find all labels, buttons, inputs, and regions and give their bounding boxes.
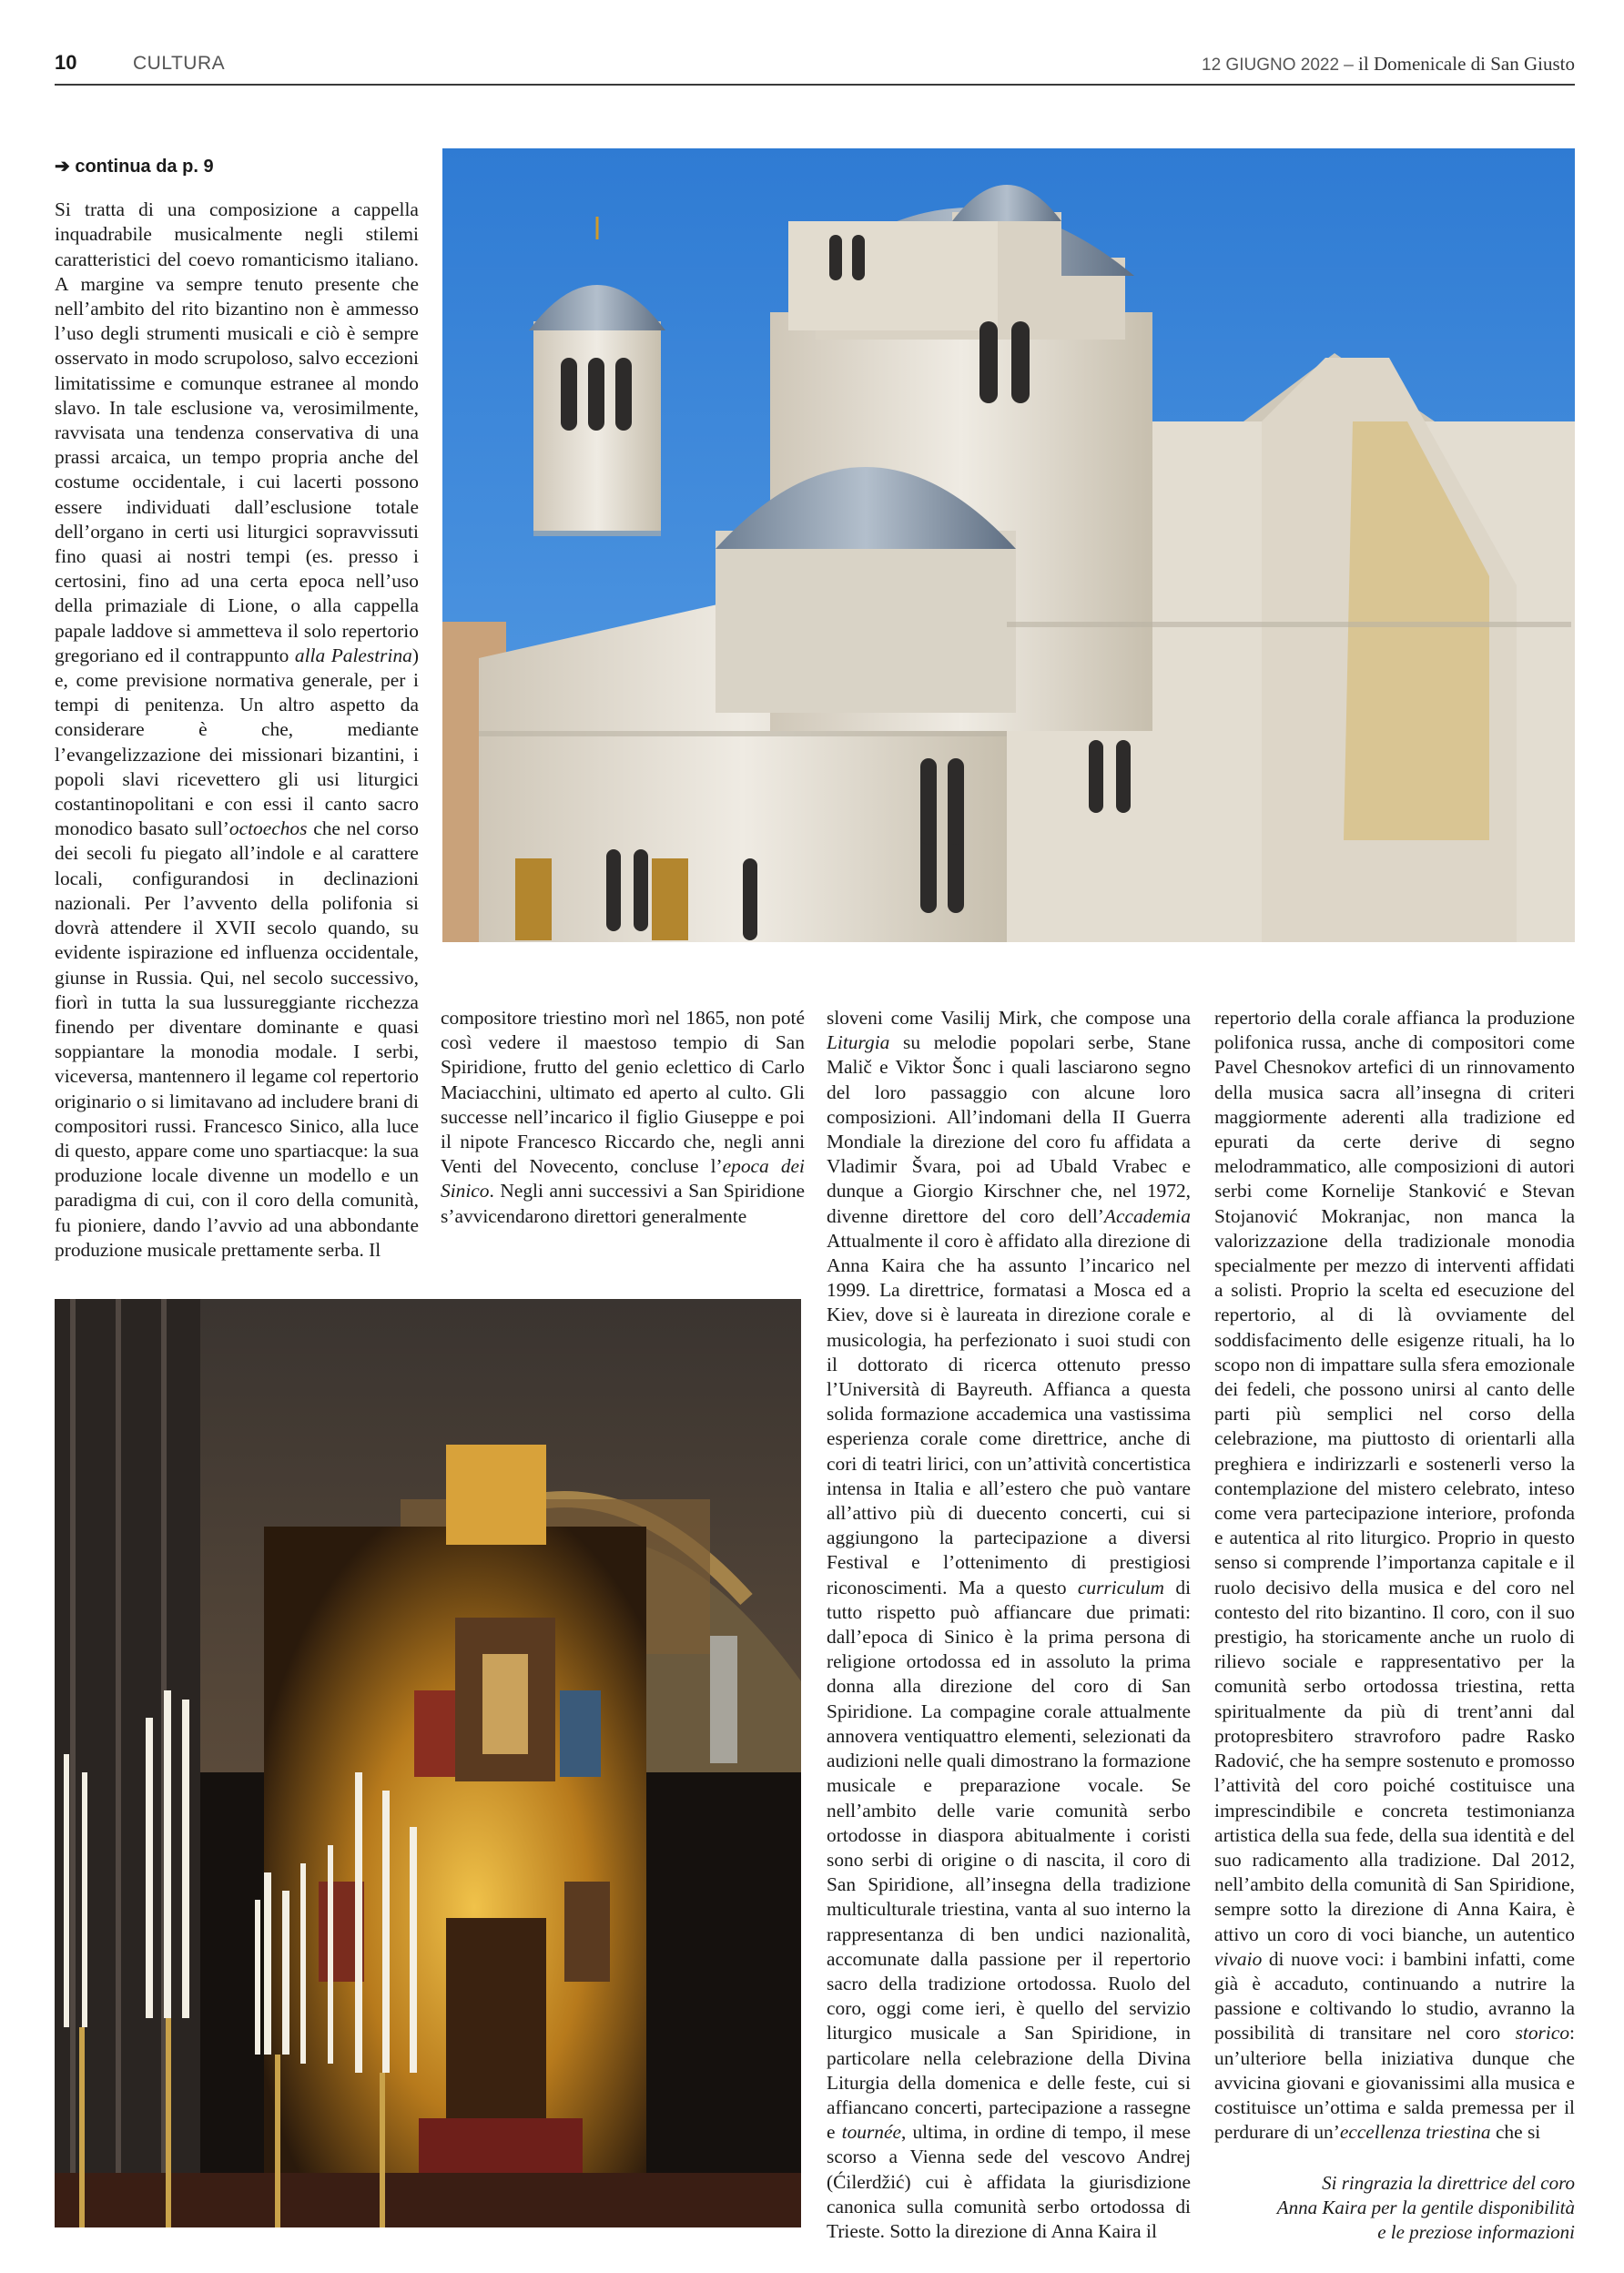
italic-term: curriculum <box>1077 1576 1164 1598</box>
italic-term: epoca <box>722 1155 769 1178</box>
italic-term: Sinico <box>441 1180 490 1202</box>
iconostasis-illustration <box>55 1299 801 2227</box>
article-column-1 <box>55 155 419 1263</box>
italic-term: octoechos <box>228 817 308 840</box>
italic-term: Palestrina <box>330 644 412 666</box>
page-header <box>55 47 1575 86</box>
issue-separator: – <box>1339 53 1359 75</box>
church-exterior-illustration <box>442 148 1575 942</box>
acknowledgement-line-3: e le preziose informazioni <box>1377 2221 1575 2243</box>
continued-from-note: ➔ continua da p. 9 <box>55 157 214 177</box>
church-interior-photo <box>55 1299 801 2227</box>
issue-line <box>1202 53 1575 76</box>
italic-term: dei <box>780 1155 805 1178</box>
acknowledgement-line-2: Anna Kaira per la gentile disponibilità <box>1276 2197 1575 2218</box>
article-text-part-3: sloveni come Vasilij Mirk, che compose una Liturgia su melodie popolari serbe, Stane Malič e Viktor Šonc i quali lasciarono segno del loro passaggio con alcune loro composizioni. All’indomani della II Guerra Mondiale la direzione del coro fu affidata a Vladimir Švara, poi ad Ubald Vrabec e dunque a Giorgio Kirschner che, nel 1972, divenne direttore del coro dell’Accademia Attualmente il coro è affidato alla direzione di Anna Kaira che ha assunto l’incarico nel 1999. La direttrice, formatasi a Mosca ed a Kiev, dove si è laureata in direzione corale e musicologia, ha perfezionato i suoi studi con il dottorato di ricerca ottenuto presso l’Università di Bayreuth. Affianca a questa solida formazione accademica una vastissima esperienza corale come direttrice, anche di cori di teatri lirici, con un’attività concertistica intensa in Italia e all’estero che può vantare all’attivo più di duecento concerti, cui si aggiungono la partecipazione a diversi Festival e l’ottenimento di prestigiosi riconoscimenti. Ma a questo curriculum di tutto rispetto può affiancare due primati: dall’epoca di Sinico è la prima persona di religione ortodossa ed in assoluto la prima donna alla direzione del coro di San Spiridione. La compagine corale attualmente annovera ventiquattro elementi, selezionati da audizioni nelle quali dimostrano la formazione musicale e preparazione vocale. Se nell’ambito delle varie comunità serbo ortodosse in diaspora abitualmente i coristi sono serbi di origine o di nascita, il coro di San Spiridione, all’insegna della tradizione multiculturale triestina, vanta al suo interno la rappresentanza di ben undici nazionalità, accomunate dalla passione per il repertorio sacro della tradizione ortodossa. Ruolo del coro, oggi come ieri, è quello del servizio liturgico musicale a San Spiridione, in particolare nella celebrazione della Divina Liturgia della domenica e delle feste, cui si affiancano concerti, partecipazione a rassegne e tournée, ultima, in ordine di tempo, il mese scorso a Vienna sede del vescovo Andrej (Ćilerdžić) cui è affidata la giurisdizione canonica sulla comunità serbo ortodossa di Trieste. Sotto la direzione di Anna Kaira il <box>827 1007 1192 2242</box>
article-column-2 <box>441 1006 805 1229</box>
article-column-3 <box>827 1006 1191 2244</box>
article-column-4 <box>1214 1006 1575 2145</box>
italic-term: vivaio <box>1214 1947 1263 1970</box>
page-number: 10 <box>55 51 77 74</box>
italic-term: eccellenza <box>1339 2121 1421 2144</box>
italic-term: tournée <box>841 2121 901 2144</box>
italic-term <box>769 1155 781 1177</box>
article-text-part-1: Si tratta di una composizione a cappella inquadrabile musicalmente negli stilemi caratteristici del coevo romanticismo italiano. A margine va sempre tenuto presente che nell’ambito del rito bizantino non è ammesso l’uso degli strumenti musicali e ciò è sempre osservato in modo scrupoloso, salvo eccezioni limitatissime e comunque estranee al mondo slavo. In tale esclusione va, verosimilmente, ravvisata una tendenza conservativa di una prassi arcaica, un tempo propria anche del costume occidentale, i cui lacerti possono essere individuati dall’esclusione totale dell’organo in certi usi liturgici sopravvissuti fino quasi ai nostri tempi (es. presso i certosini, fino ad una certa epoca nell’uso della primaziale di Lione, o alla cappella papale laddove si ammetteva il solo repertorio gregoriano ed il contrappunto alla Palestrina) e, come previsione normativa generale, per i tempi di penitenza. Un altro aspetto da considerare è che, mediante l’evangelizzazione dei missionari bizantini, i popoli slavi ricevettero gli usi liturgici costantinopolitani e con essi il canto sacro monodico basato sull’octoechos che nel corso dei secoli fu piegato all’indole e al carattere locali, configurandosi in declinazioni nazionali. Per l’avvento della polifonia si dovrà attendere il XVII secolo quando, su evidente ispirazione ed influenza occidentale, giunse in Russia. Qui, nel secolo successivo, fiorì in tutta la sua lussureggiante ricchezza finendo per diventare dominante e quasi soppiantare la monodia modale. I serbi, viceversa, mantennero il legame col repertorio originario o si limitavano ad includere brani di compositori russi. Francesco Sinico, alla luce di questo, appare come uno spartiacque: la sua produzione locale divenne un modello e un paradigma di cui, con il coro della comunità, fu pioniere, dando l’avvio ad una abbondante produzione musicale prettamente serba. Il <box>55 198 420 1261</box>
acknowledgement-line-1: Si ringrazia la direttrice del coro <box>1322 2172 1575 2194</box>
italic-term: alla <box>294 644 326 666</box>
italic-term: storico <box>1515 2022 1570 2045</box>
article-text-part-2: compositore triestino morì nel 1865, non poté così vedere il maestoso tempio di San Spiridione, frutto del genio eclettico di Carlo Maciacchini, ultimato ed aperto al culto. Gli successe nell’incarico il figlio Giuseppe e poi il nipote Francesco Riccardo che, negli anni Venti del Novecento, concluse l’epoca dei Sinico. Negli anni successivi a San Spiridione s’avvicendarono direttori generalmente <box>441 1007 806 1227</box>
italic-term: triestina <box>1426 2121 1491 2144</box>
continued-from-text: continua da p. 9 <box>75 157 214 177</box>
acknowledgement <box>1214 2171 1575 2245</box>
article-text-part-4: repertorio della corale affianca la produzione polifonica russa, anche di compositori come Pavel Chesnokov artefici di un rinnovamento della musica sacra all’insegna di criteri maggiormente aderenti alla tradizione ed epurati da certe derive di segno melodrammatico, alle composizioni di autori serbi come Kornelije Stanković e Stevan Stojanović Mokranjac, non manca la valorizzazione della tradizionale monodia specialmente per mezzo di interventi affidati a solisti. Proprio la scelta ed esecuzione del repertorio, al di là ovviamente del soddisfacimento delle esigenze rituali, ha lo scopo non di impattare sulla sfera emozionale dei fedeli, che possono unirsi al canto delle parti più semplici nel corso della celebrazione, ma piuttosto di orientarli alla preghiera e indirizzarli e sostenerli verso la contemplazione del mistero celebrato, inteso come vera partecipazione interiore, profonda e autentica al rito liturgico. Proprio in questo senso si comprende l’importanza capitale e il ruolo decisivo della musica e del coro nel contesto del rito bizantino. Il coro, con il suo prestigio, ha storicamente anche un ruolo di rilievo sociale e rappresentativo per la comunità serbo ortodossa triestina, retta spiritualmente da più di trent’anni dal protopresbitero stravroforo padre Rasko Radović, che ha sempre sostenuto e promosso l’attività del coro poiché costituisce una imprescindibile e concreta testimonianza artistica della sua fede, della sua identità e del suo radicamento alla tradizione. Dal 2012, nell’ambito della comunità di San Spiridione, sempre sotto la direzione di Anna Kaira, è attivo un coro di voci bianche, un autentico vivaio di nuove voci: i bambini infatti, come già è accaduto, continuando a nutrire la passione e coltivando lo studio, avranno la possibilità di transitare nel coro storico: un’ulteriore bella iniziativa dunque che avvicina giovani e giovanissimi alla musica e costituisce un’ottima e salda premessa per il perdurare di un’eccellenza triestina che si <box>1214 1007 1576 2144</box>
italic-term: Liturgia <box>827 1031 890 1054</box>
publication-name: il Domenicale di San Giusto <box>1358 53 1575 75</box>
issue-date: 12 GIUGNO 2022 <box>1202 56 1340 75</box>
italic-term: Accademia <box>1103 1204 1191 1227</box>
church-exterior-photo <box>442 148 1575 942</box>
section-name: CULTURA <box>133 53 226 74</box>
